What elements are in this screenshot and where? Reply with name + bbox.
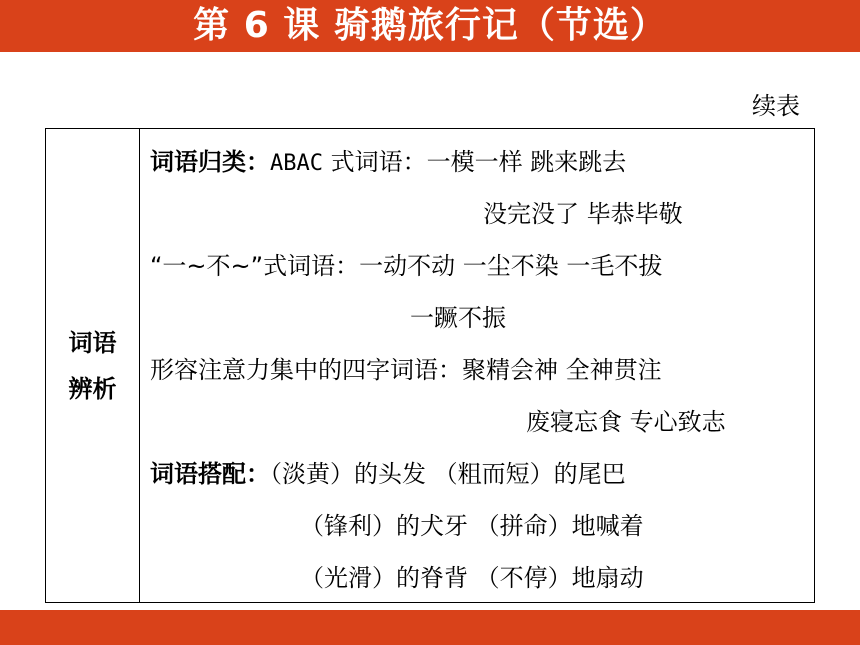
line-yi-bu: “一~不~”式词语：一动不动 一尘不染 一毛不拔 [150, 252, 663, 280]
line-collocation [150, 459, 626, 489]
line-collocation-3: （光滑）的脊背 （不停）地扇动 [300, 564, 644, 592]
line-abac-code: ABAC [270, 151, 323, 176]
category-cell [46, 129, 140, 603]
line-collocation-label: 词语搭配： [150, 460, 270, 488]
footer-bar [0, 610, 860, 645]
category-line-1: 词语 [68, 328, 117, 357]
line-abac [150, 147, 626, 179]
line-abac-text: 式词语：一模一样 跳来跳去 [322, 148, 627, 176]
continuation-label: 续表 [752, 92, 800, 120]
category-line-2: 辨析 [68, 374, 117, 403]
line-abac-cont: 没完没了 毕恭毕敬 [483, 200, 683, 228]
line-collocation-2: （锋利）的犬牙 （拼命）地喊着 [300, 512, 644, 540]
page-title: 第 6 课 骑鹅旅行记（节选） [193, 5, 667, 46]
line-abac-label: 词语归类： [150, 148, 270, 176]
line-focus-cont: 废寝忘食 专心致志 [526, 408, 726, 436]
content-cell [140, 129, 815, 603]
line-collocation-text: （淡黄）的头发 （粗而短）的尾巴 [270, 460, 626, 488]
line-yi-bu-cont: 一蹶不振 [410, 304, 506, 332]
vocab-table [45, 128, 815, 603]
line-focus: 形容注意力集中的四字词语：聚精会神 全神贯注 [150, 356, 662, 384]
